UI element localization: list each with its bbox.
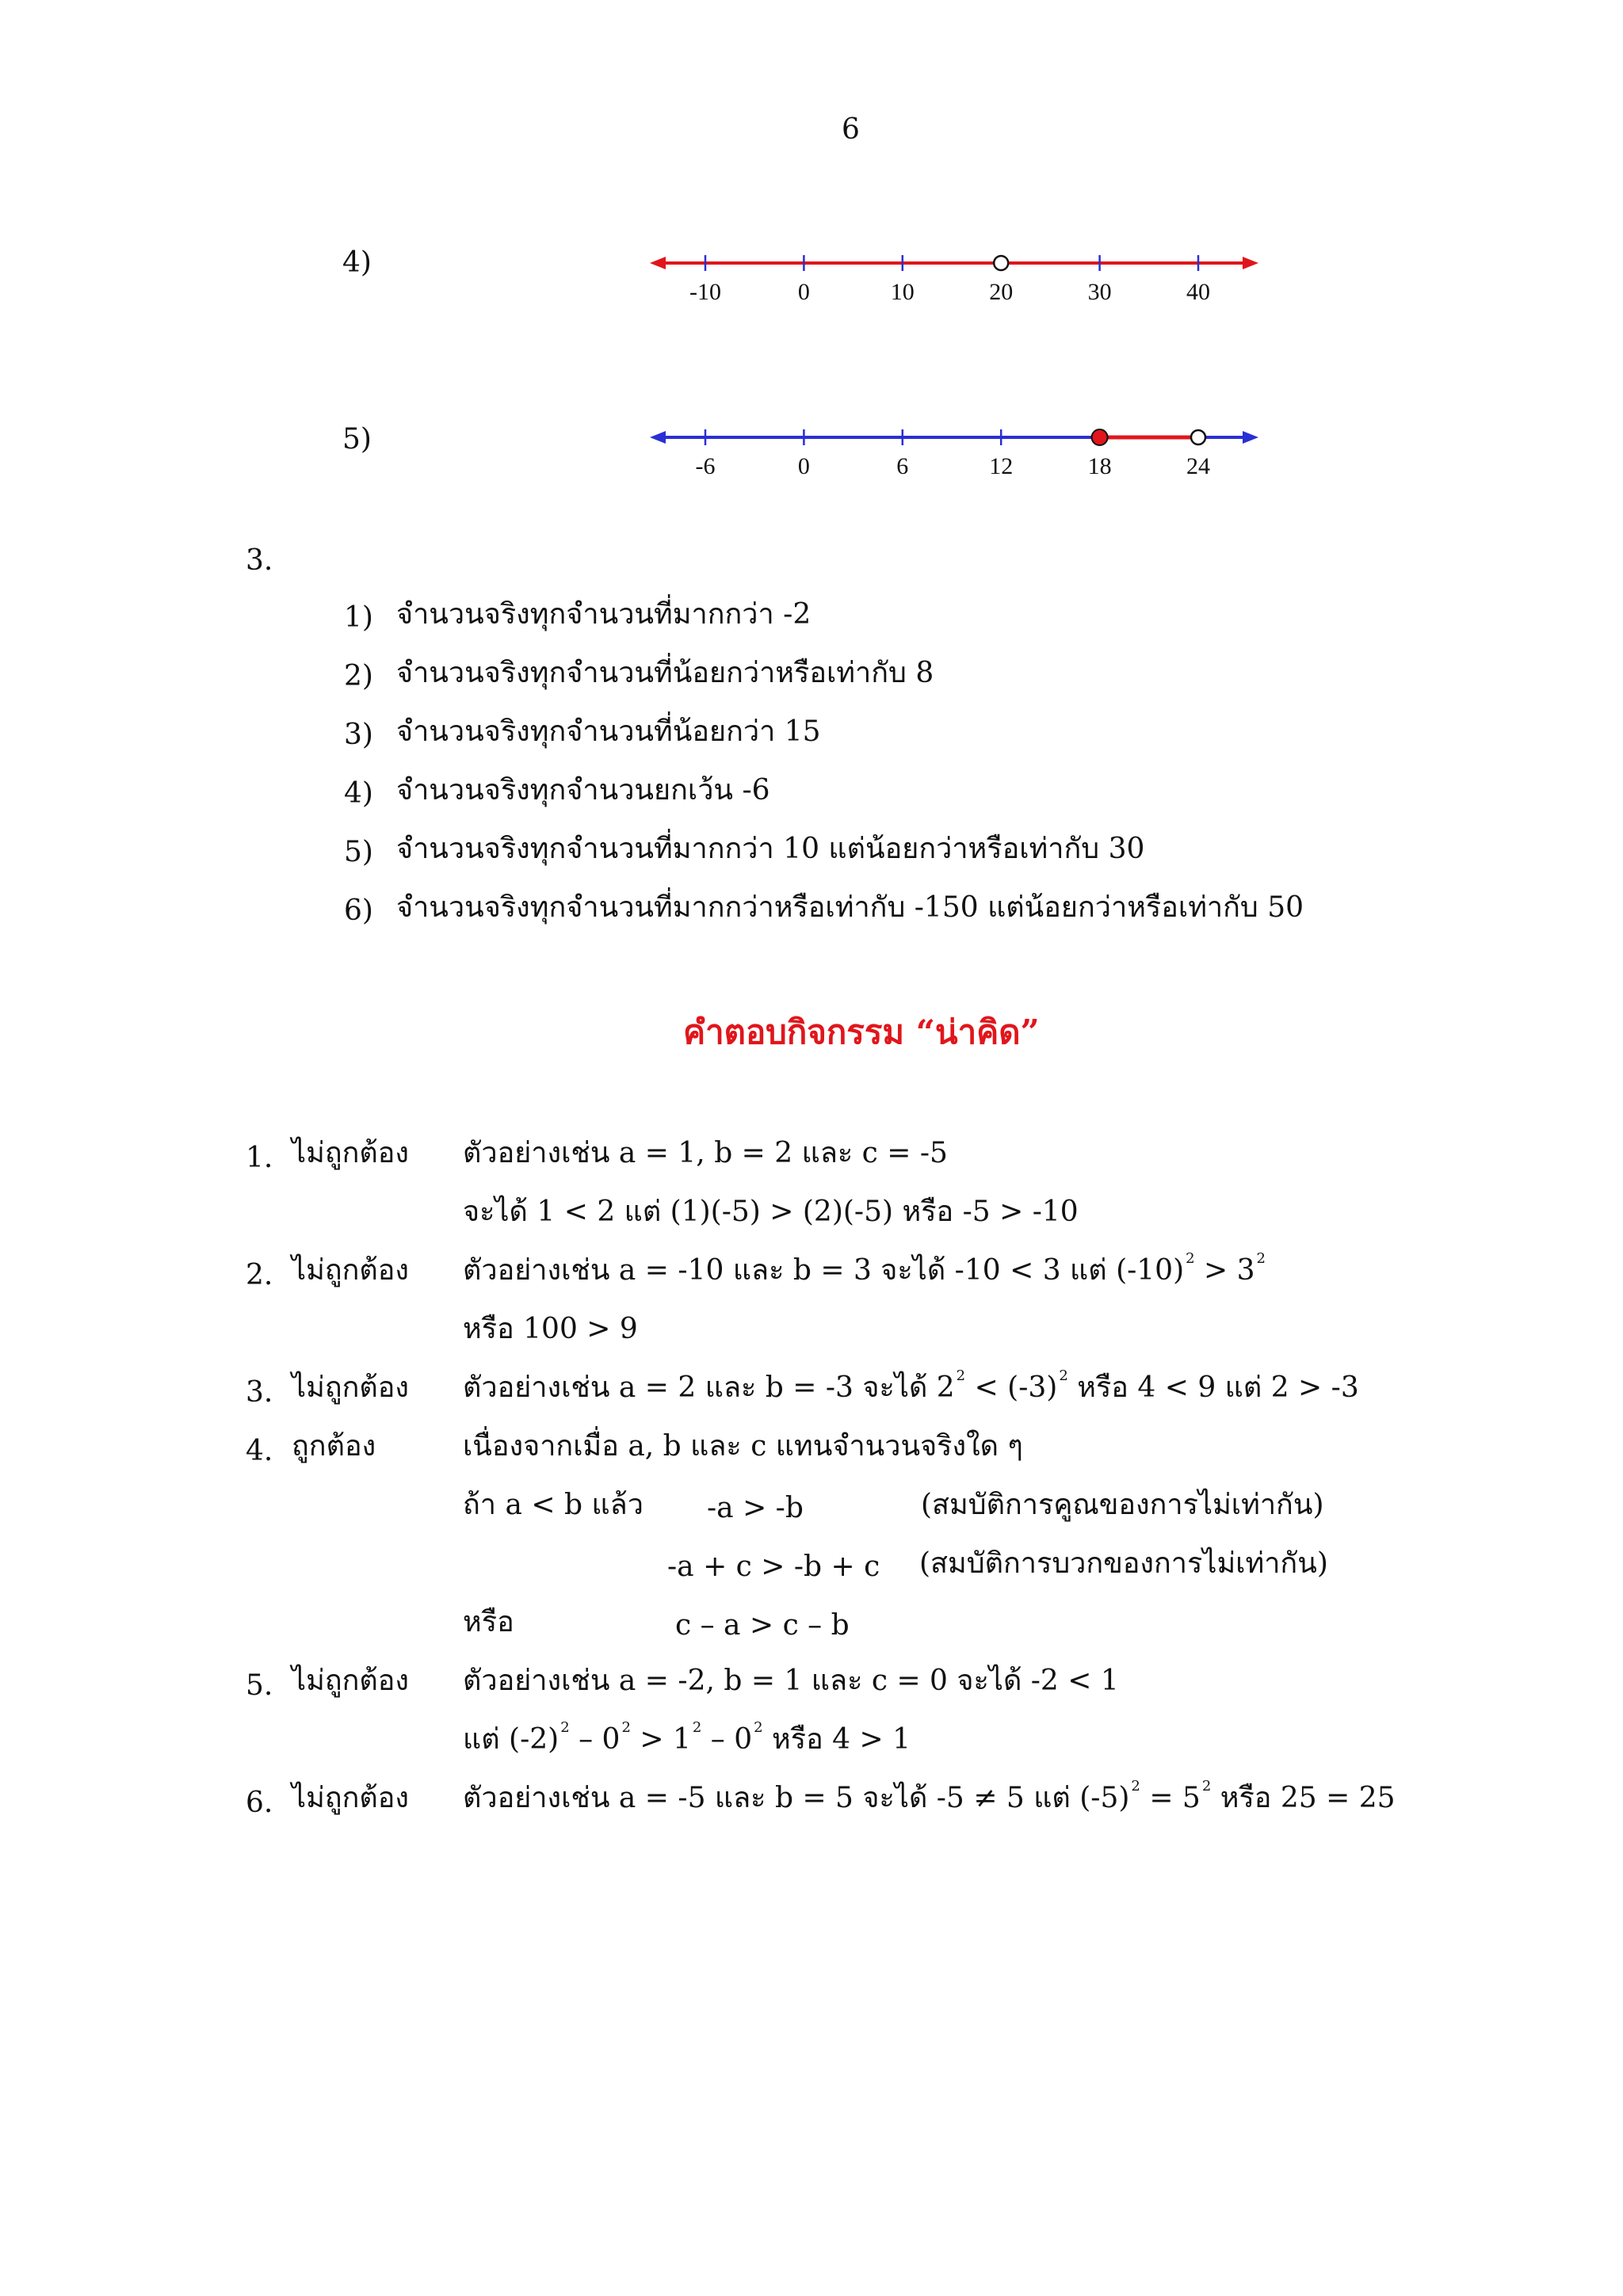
- open-point-marker: [994, 256, 1008, 270]
- section-heading: คำตอบกิจกรรม “น่าคิด”: [683, 1013, 1040, 1051]
- tick-label: -6: [695, 453, 716, 479]
- exponent: 2: [1186, 1250, 1195, 1267]
- exponent: 2: [1059, 1367, 1068, 1384]
- answer-text: แต่ (-2): [463, 1723, 559, 1756]
- answer-verdict: ไม่ถูกต้อง: [292, 1782, 410, 1814]
- answer-text: – 0: [569, 1723, 621, 1756]
- answer-number: 6.: [246, 1787, 273, 1819]
- exponent: 2: [1131, 1778, 1140, 1794]
- answer-verdict: ไม่ถูกต้อง: [292, 1665, 410, 1697]
- section3-item-num: 6): [344, 894, 373, 927]
- answer-text: ถ้า a < b แล้ว: [463, 1489, 643, 1521]
- answer-note: (สมบัติการคูณของการไม่เท่ากัน): [921, 1489, 1324, 1521]
- answer-line: หรือ 100 > 9: [463, 1313, 638, 1345]
- closed-point-marker: [1092, 429, 1108, 445]
- answer-line: เนื่องจากเมื่อ a, b และ c แทนจำนวนจริงใด ๆ: [463, 1430, 1023, 1463]
- answer-text: หรือ 4 > 1: [762, 1723, 911, 1756]
- answer-line: จะได้ 1 < 2 แต่ (1)(-5) > (2)(-5) หรือ -5 > -10: [463, 1196, 1079, 1228]
- numberline-5: [0, 396, 1623, 491]
- exponent: 2: [754, 1719, 763, 1736]
- exponent: 2: [692, 1719, 702, 1736]
- section3-number: 3.: [246, 544, 273, 577]
- answer-number: 5.: [246, 1669, 273, 1702]
- tick-label: -10: [689, 279, 721, 305]
- answer-line: [463, 1250, 1266, 1287]
- answer-number: 2.: [246, 1259, 273, 1291]
- tick-label: 30: [1087, 279, 1112, 305]
- answer-note: (สมบัติการบวกของการไม่เท่ากัน): [919, 1547, 1328, 1580]
- answer-text: ตัวอย่างเช่น a = -10 และ b = 3 จะได้ -10 < 3 แต่ (-10): [463, 1254, 1185, 1287]
- answer-line: [463, 1719, 911, 1756]
- answer-text: – 0: [701, 1723, 753, 1756]
- section3-item-text: จำนวนจริงทุกจำนวนที่มากกว่าหรือเท่ากับ -150 แต่น้อยกว่าหรือเท่ากับ 50: [396, 891, 1304, 924]
- arrow-left-icon: [650, 257, 666, 269]
- answer-number: 1.: [246, 1142, 273, 1174]
- answer-line: ตัวอย่างเช่น a = 1, b = 2 และ c = -5: [463, 1137, 948, 1169]
- answer-text: หรือ: [463, 1606, 514, 1638]
- section3-item-text: จำนวนจริงทุกจำนวนที่น้อยกว่า 15: [396, 715, 821, 748]
- exponent: 2: [956, 1367, 966, 1384]
- tick-label: 10: [890, 279, 915, 305]
- exponent: 2: [560, 1719, 570, 1736]
- exponent: 2: [1256, 1250, 1266, 1267]
- tick-label: 20: [989, 279, 1014, 305]
- page-number: 6: [842, 113, 860, 146]
- tick-label: 0: [797, 453, 810, 479]
- numberline-4: [0, 222, 1623, 317]
- answer-verdict: ไม่ถูกต้อง: [292, 1371, 410, 1404]
- tick-label: 12: [989, 453, 1014, 479]
- section3-item-num: 1): [344, 601, 373, 634]
- section3-item-num: 4): [344, 777, 373, 810]
- answer-text: = 5: [1140, 1782, 1201, 1814]
- section3-item-num: 3): [344, 719, 373, 751]
- answer-verdict: ถูกต้อง: [292, 1430, 376, 1463]
- answer-text: < (-3): [965, 1371, 1058, 1404]
- section3-item-num: 5): [344, 836, 373, 868]
- tick-label: 0: [797, 279, 810, 305]
- tick-label: 18: [1087, 453, 1112, 479]
- answer-text: > 3: [1194, 1254, 1255, 1287]
- numberline-4-label: 4): [342, 246, 372, 279]
- arrow-right-icon: [1243, 257, 1258, 269]
- section3-item-text: จำนวนจริงทุกจำนวนที่มากกว่า -2: [396, 598, 812, 631]
- answer-verdict: ไม่ถูกต้อง: [292, 1137, 410, 1169]
- answer-number: 3.: [246, 1376, 273, 1409]
- answer-number: 4.: [246, 1435, 273, 1467]
- answer-verdict: ไม่ถูกต้อง: [292, 1254, 410, 1287]
- answer-text: > 1: [630, 1723, 691, 1756]
- numberline-5-label: 5): [342, 423, 372, 456]
- tick-label: 40: [1186, 279, 1210, 305]
- exponent: 2: [1201, 1778, 1212, 1794]
- section3-item-num: 2): [344, 660, 373, 692]
- tick-label: 6: [896, 453, 909, 479]
- answer-text: -a + c > -b + c: [667, 1550, 880, 1583]
- answer-line: [463, 1778, 1396, 1814]
- exponent: 2: [621, 1719, 631, 1736]
- answer-text: หรือ 25 = 25: [1211, 1782, 1396, 1814]
- section3-item-text: จำนวนจริงทุกจำนวนที่มากกว่า 10 แต่น้อยกว่าหรือเท่ากับ 30: [396, 833, 1145, 865]
- section3-item-text: จำนวนจริงทุกจำนวนที่น้อยกว่าหรือเท่ากับ 8: [396, 657, 934, 689]
- section3-item-text: จำนวนจริงทุกจำนวนยกเว้น -6: [396, 774, 770, 807]
- arrow-left-icon: [650, 431, 666, 444]
- answer-text: หรือ 4 < 9 แต่ 2 > -3: [1067, 1371, 1359, 1404]
- open-point-marker: [1191, 430, 1205, 444]
- tick-label: 24: [1186, 453, 1210, 479]
- answer-text: ตัวอย่างเช่น a = -5 และ b = 5 จะได้ -5 ≠ 5 แต่ (-5): [463, 1782, 1130, 1814]
- answer-text: ตัวอย่างเช่น a = 2 และ b = -3 จะได้ 2: [463, 1371, 955, 1404]
- answer-line: [463, 1367, 1359, 1404]
- arrow-right-icon: [1243, 431, 1258, 444]
- answer-line: ตัวอย่างเช่น a = -2, b = 1 และ c = 0 จะได้ -2 < 1: [463, 1665, 1119, 1697]
- answer-text: c – a > c – b: [675, 1609, 850, 1642]
- answer-text: -a > -b: [707, 1492, 804, 1524]
